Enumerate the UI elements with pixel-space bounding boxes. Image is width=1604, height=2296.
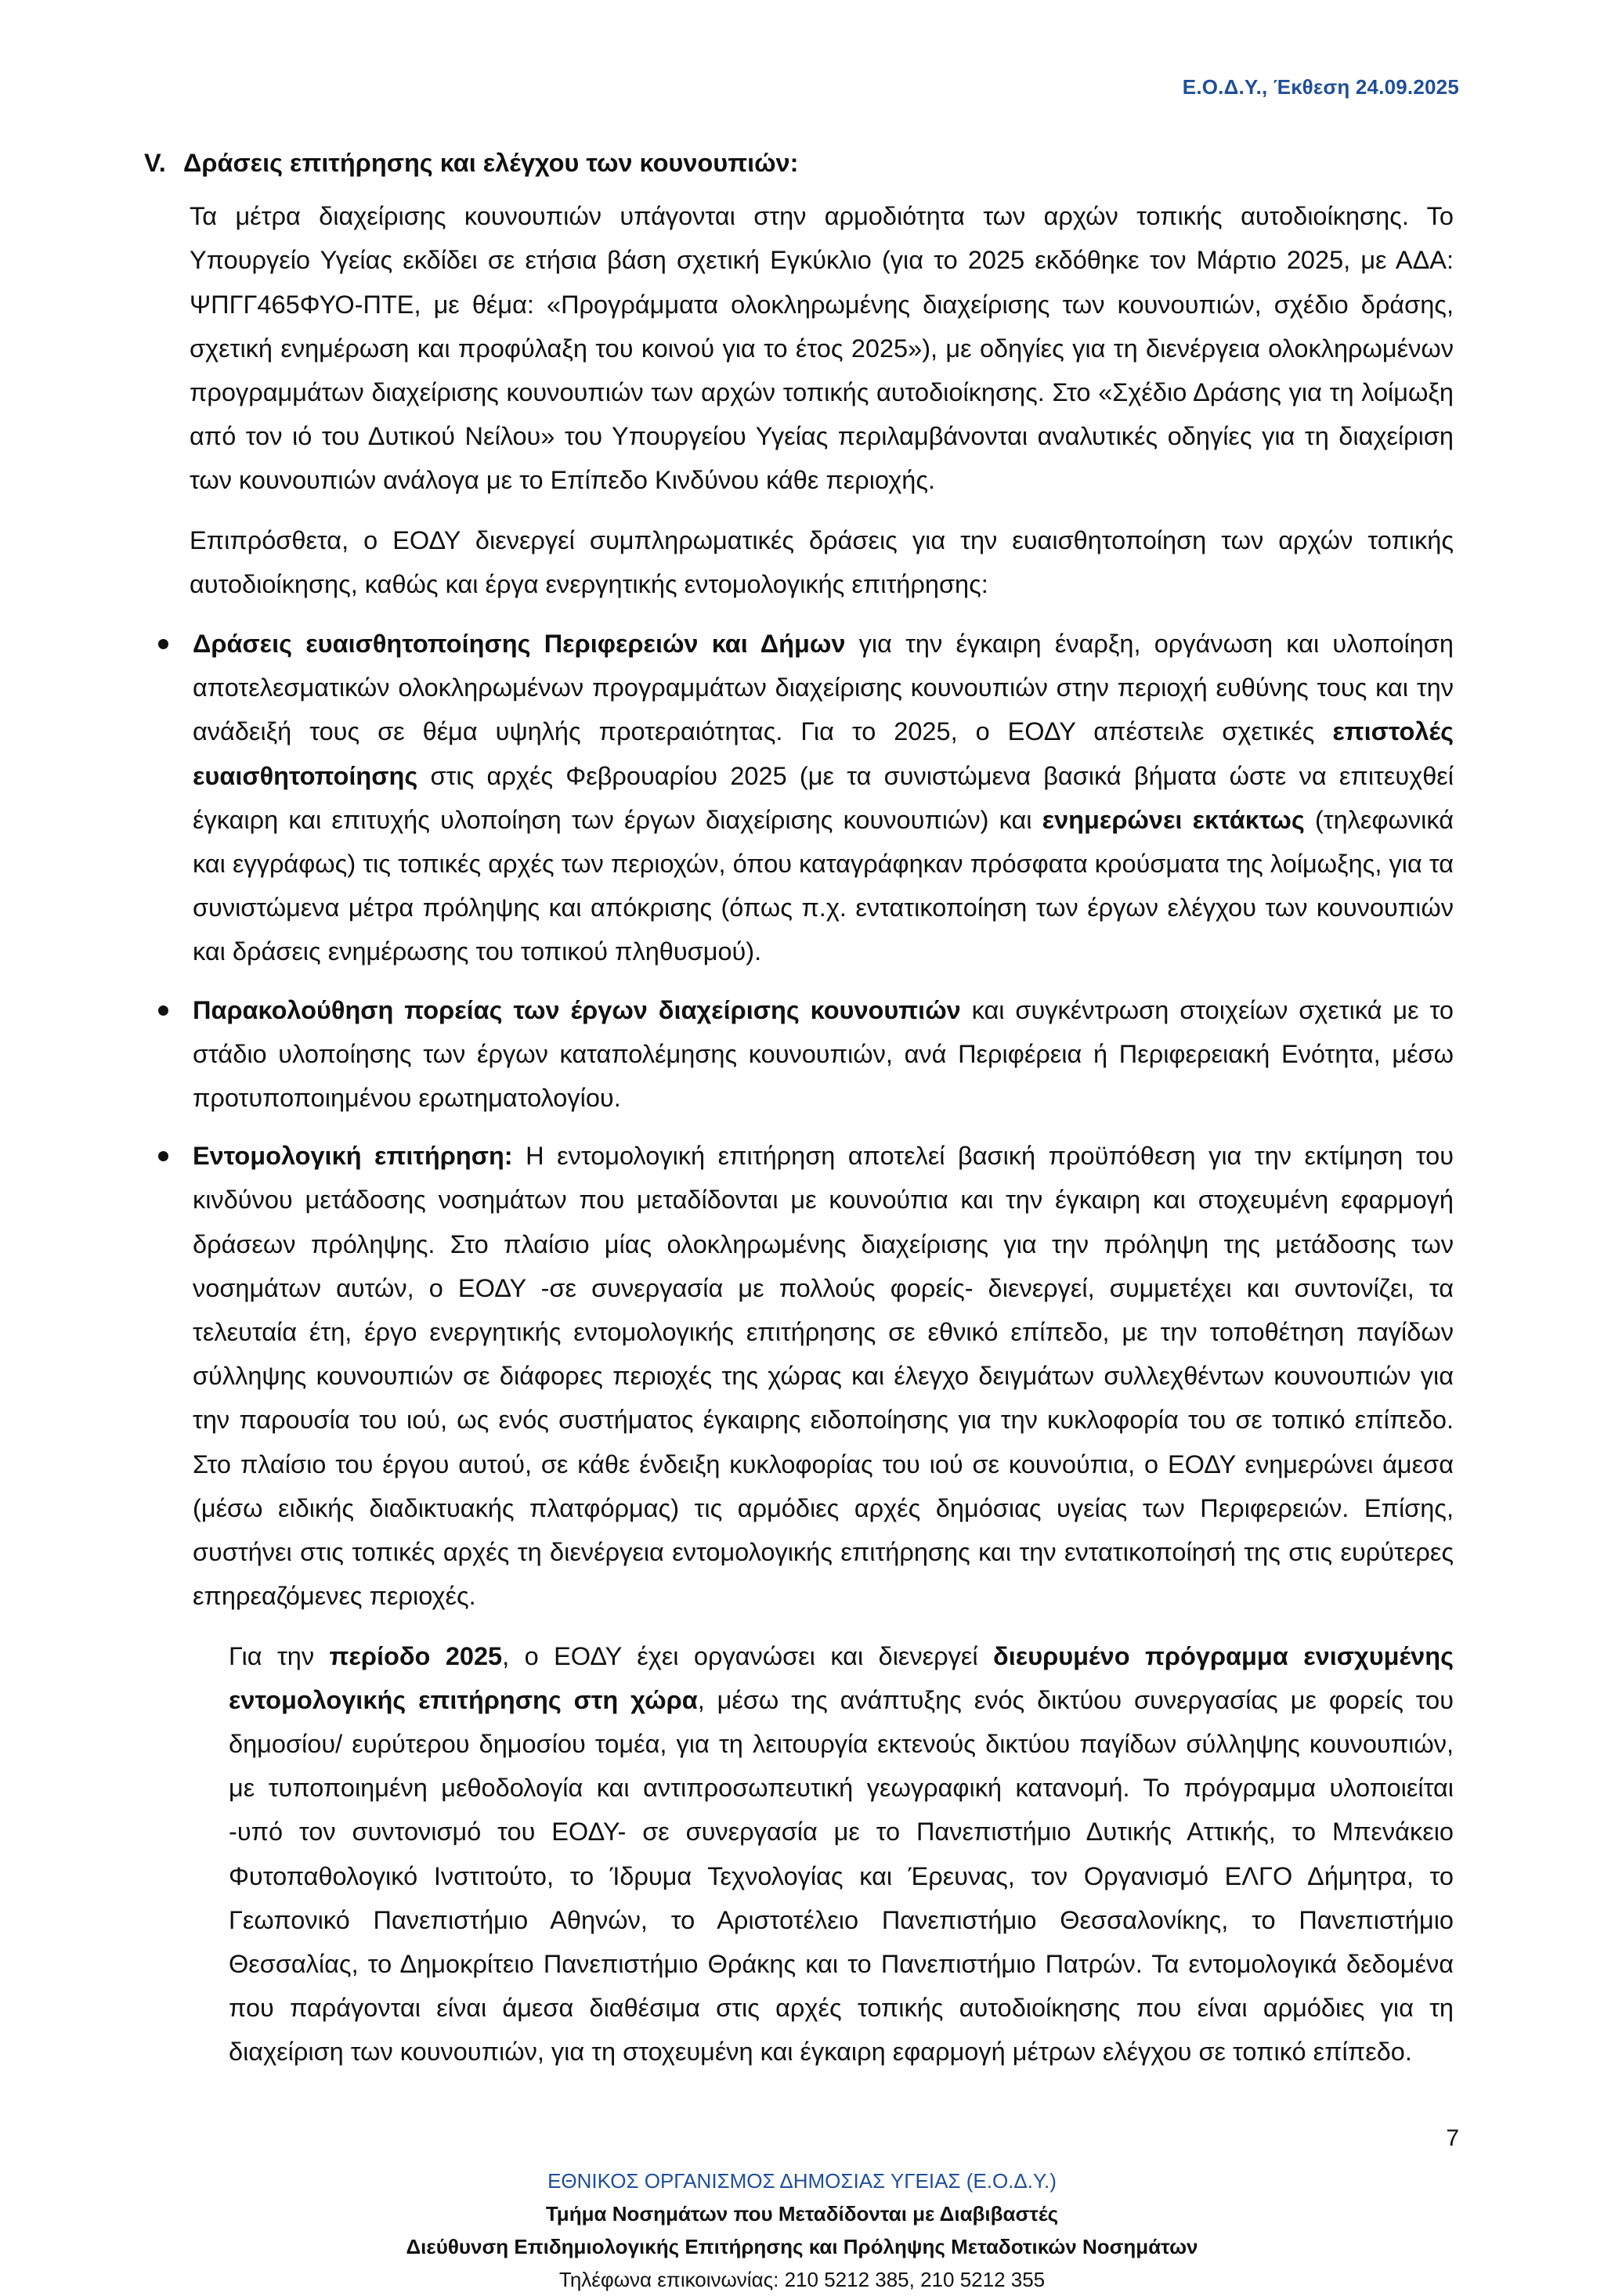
section-heading <box>144 141 1444 185</box>
page-footer <box>0 2164 1604 2296</box>
body-text: για την έγκαιρη έναρξη, οργάνωση και υλοποίηση αποτελεσματικών ολοκληρωμένων προγραμμάτων διαχείρισης κουνουπιών στην περιοχή ευθύνης τους και την ανάδειξή τους σε θέμα υψηλής προτεραιότητας. Για το 2025, ο ΕΟΔΥ απέστειλε σχετικές <box>193 630 1454 746</box>
footer-phones: Τηλέφωνα επικοινωνίας: 210 5212 385, 210 5212 355 <box>558 2268 1046 2291</box>
document-body <box>144 141 1454 2090</box>
body-text: , μέσω της ανάπτυξης ενός δικτύου συνεργασίας με φορείς του δημοσίου/ ευρύτερου δημοσίου τομέα, για τη λειτουργία εκτενούς δικτύου παγίδων σύλληψης κουνουπιών, με τυποποιημένη μεθοδολογία και αντιπροσωπευτική γεωγραφική κατανομή. Το πρόγραμμα υλοποιείται -υπό τον συντονισμό του ΕΟΔΥ- σε συνεργασία με το Πανεπιστήμιο Δυτικής Αττικής, το Μπενάκειο Φυτοπαθολογικό Ινστιτούτο, το Ίδρυμα Τεχνολογίας και Έρευνας, τον Οργανισμό ΕΛΓΟ Δήμητρα, το Γεωπονικό Πανεπιστήμιο Αθηνών, το Αριστοτέλειο Πανεπιστήμιο Θεσσαλονίκης, το Πανεπιστήμιο Θεσσαλίας, το Δημοκρίτειο Πανεπιστήμιο Θράκης και το Πανεπιστήμιο Πατρών. Τα εντομολογικά δεδομένα που παράγονται είναι άμεσα διαθέσιμα στις αρχές τοπικής αυτοδιοίκησης που είναι αρμόδιες για τη διαχείριση των κουνουπιών, για τη στοχευμένη και έγκαιρη εφαρμογή μέτρων ελέγχου σε τοπικό επίπεδο. <box>229 1685 1454 2067</box>
body-text: στις αρχές Φεβρουαρίου 2025 (με τα συνιστώμενα βασικά βήματα ώστε να επιτευχθεί έγκαιρη και επιτυχής υλοποίηση των έργων διαχείρισης κουνουπιών) και <box>193 761 1454 834</box>
section-number: V. <box>144 149 166 177</box>
bullet-dot-icon <box>158 1005 168 1016</box>
emphasized-text: διευρυμένο πρόγραμμα ενισχυμένης εντομολογικής επιτήρησης στη χώρα <box>229 1641 1454 1714</box>
bullet-item-entomological <box>154 1134 1454 1618</box>
page-number: 7 <box>1446 2125 1459 2151</box>
bullet-item-monitoring <box>154 988 1454 1121</box>
bullet-dot-icon <box>158 1151 168 1161</box>
body-text: , ο ΕΟΔΥ έχει οργανώσει και διενεργεί <box>502 1641 994 1670</box>
bullet-text <box>193 996 1454 1112</box>
footer-organization: ΕΘΝΙΚΟΣ ΟΡΓΑΝΙΣΜΟΣ ΔΗΜΟΣΙΑΣ ΥΓΕΙΑΣ (Ε.Ο.Δ.Υ.) <box>547 2169 1057 2193</box>
action-bullet-list <box>154 622 1454 1618</box>
bullet-text <box>193 1142 1454 1610</box>
program-2025-text <box>229 1642 1454 2067</box>
bullet-text <box>193 630 1454 966</box>
bullet-dot-icon <box>158 639 168 649</box>
intro-paragraph-1: Τα μέτρα διαχείρισης κουνουπιών υπάγονται στην αρμοδιότητα των αρχών τοπικής αυτοδιοίκησης. Το Υπουργείο Υγείας εκδίδει σε ετήσια βάση σχετική Εγκύκλιο (για το 2025 εκδόθηκε τον Μάρτιο 2025, με ΑΔΑ: ΨΠΓΓ465ΦΥΟ-ΠΤΕ, με θέμα: «Προγράμματα ολοκληρωμένης διαχείρισης των κουνουπιών, σχέδιο δράσης, σχετική ενημέρωση και προφύλαξη του κοινού για το έτος 2025»), με οδηγίες για τη διενέργεια ολοκληρωμένων προγραμμάτων διαχείρισης κουνουπιών των αρχών τοπικής αυτοδιοίκησης. Στο «Σχέδιο Δράσης για τη λοίμωξη από τον ιό του Δυτικού Νείλου» του Υπουργείου Υγείας περιλαμβάνονται αναλυτικές οδηγίες για τη διαχείριση των κουνουπιών ανάλογα με το Επίπεδο Κινδύνου κάθε περιοχής. <box>190 202 1454 495</box>
footer-directorate: Διεύθυνση Επιδημιολογικής Επιτήρησης και Πρόληψης Μεταδοτικών Νοσημάτων <box>406 2235 1198 2258</box>
body-text: Η εντομολογική επιτήρηση αποτελεί βασική προϋπόθεση για την εκτίμηση του κινδύνου μετάδοσης νοσημάτων που μεταδίδονται με κουνούπια και την έγκαιρη και στοχευμένη εφαρμογή δράσεων πρόληψης. Στο πλαίσιο μίας ολοκληρωμένης διαχείρισης για την πρόληψη της μετάδοσης των νοσημάτων αυτών, ο ΕΟΔΥ -σε συνεργασία με πολλούς φορείς- διενεργεί, συμμετέχει και συντονίζει, τα τελευταία έτη, έργο ενεργητικής εντομολογικής επιτήρησης σε εθνικό επίπεδο, με την τοποθέτηση παγίδων σύλληψης κουνουπιών σε διάφορες περιοχές της χώρας και έλεγχο δειγμάτων συλλεχθέντων κουνουπιών για την παρουσία του ιού, ως ενός συστήματος έγκαιρης ειδοποίησης για την κυκλοφορία του σε τοπικό επίπεδο. Στο πλαίσιο του έργου αυτού, σε κάθε ένδειξη κυκλοφορίας του ιού σε κουνούπια, ο ΕΟΔΥ ενημερώνει άμεσα (μέσω ειδικής διαδικτυακής πλατφόρμας) τις αρμόδιες αρχές δημόσιας υγείας των Περιφερειών. Επίσης, συστήνει στις τοπικές αρχές τη διενέργεια εντομολογικής επιτήρησης και την εντατικοποίησή της στις ευρύτερες επηρεαζόμενες περιοχές. <box>193 1142 1454 1611</box>
intro-paragraph-2: Επιπρόσθετα, ο ΕΟΔΥ διενεργεί συμπληρωματικές δράσεις για την ευαισθητοποίηση των αρχών τοπικής αυτοδιοίκησης, καθώς και έργα ενεργητικής εντομολογικής επιτήρησης: <box>190 525 1454 598</box>
program-2025-paragraph <box>229 1634 1454 2074</box>
emphasized-text: ενημερώνει εκτάκτως <box>1042 805 1305 834</box>
body-text: (τηλεφωνικά και εγγράφως) τις τοπικές αρχές των περιοχών, όπου καταγράφηκαν πρόσφατα κρούσματα της λοίμωξης, για τα συνιστώμενα μέτρα πρόληψης και απόκρισης (όπως π.χ. εντατικοποίηση των έργων ελέγχου των κουνουπιών και δράσεις ενημέρωσης του τοπικού πληθυσμού). <box>193 805 1454 966</box>
emphasized-text: Παρακολούθηση πορείας των έργων διαχείρισης κουνουπιών <box>193 995 961 1024</box>
body-text: και συγκέντρωση στοιχείων σχετικά με το στάδιο υλοποίησης των έργων καταπολέμησης κουνουπιών, ανά Περιφέρεια ή Περιφερειακή Ενότητα, μέσω προτυποποιημένου ερωτηματολογίου. <box>193 995 1454 1113</box>
emphasized-text: επιστολές ευαισθητοποίησης <box>193 717 1454 790</box>
footer-department: Τμήμα Νοσημάτων που Μεταδίδονται με Διαβιβαστές <box>545 2202 1059 2226</box>
emphasized-text: περίοδο 2025 <box>329 1641 503 1670</box>
section-title: Δράσεις επιτήρησης και ελέγχου των κουνουπιών: <box>183 149 799 177</box>
bullet-item-awareness <box>154 622 1454 974</box>
body-text: Για την <box>229 1641 330 1670</box>
report-reference-header: Ε.Ο.Δ.Υ., Έκθεση 24.09.2025 <box>1182 75 1459 99</box>
emphasized-text: Δράσεις ευαισθητοποίησης Περιφερειών και Δήμων <box>193 630 846 659</box>
emphasized-text: Εντομολογική επιτήρηση: <box>193 1142 513 1171</box>
